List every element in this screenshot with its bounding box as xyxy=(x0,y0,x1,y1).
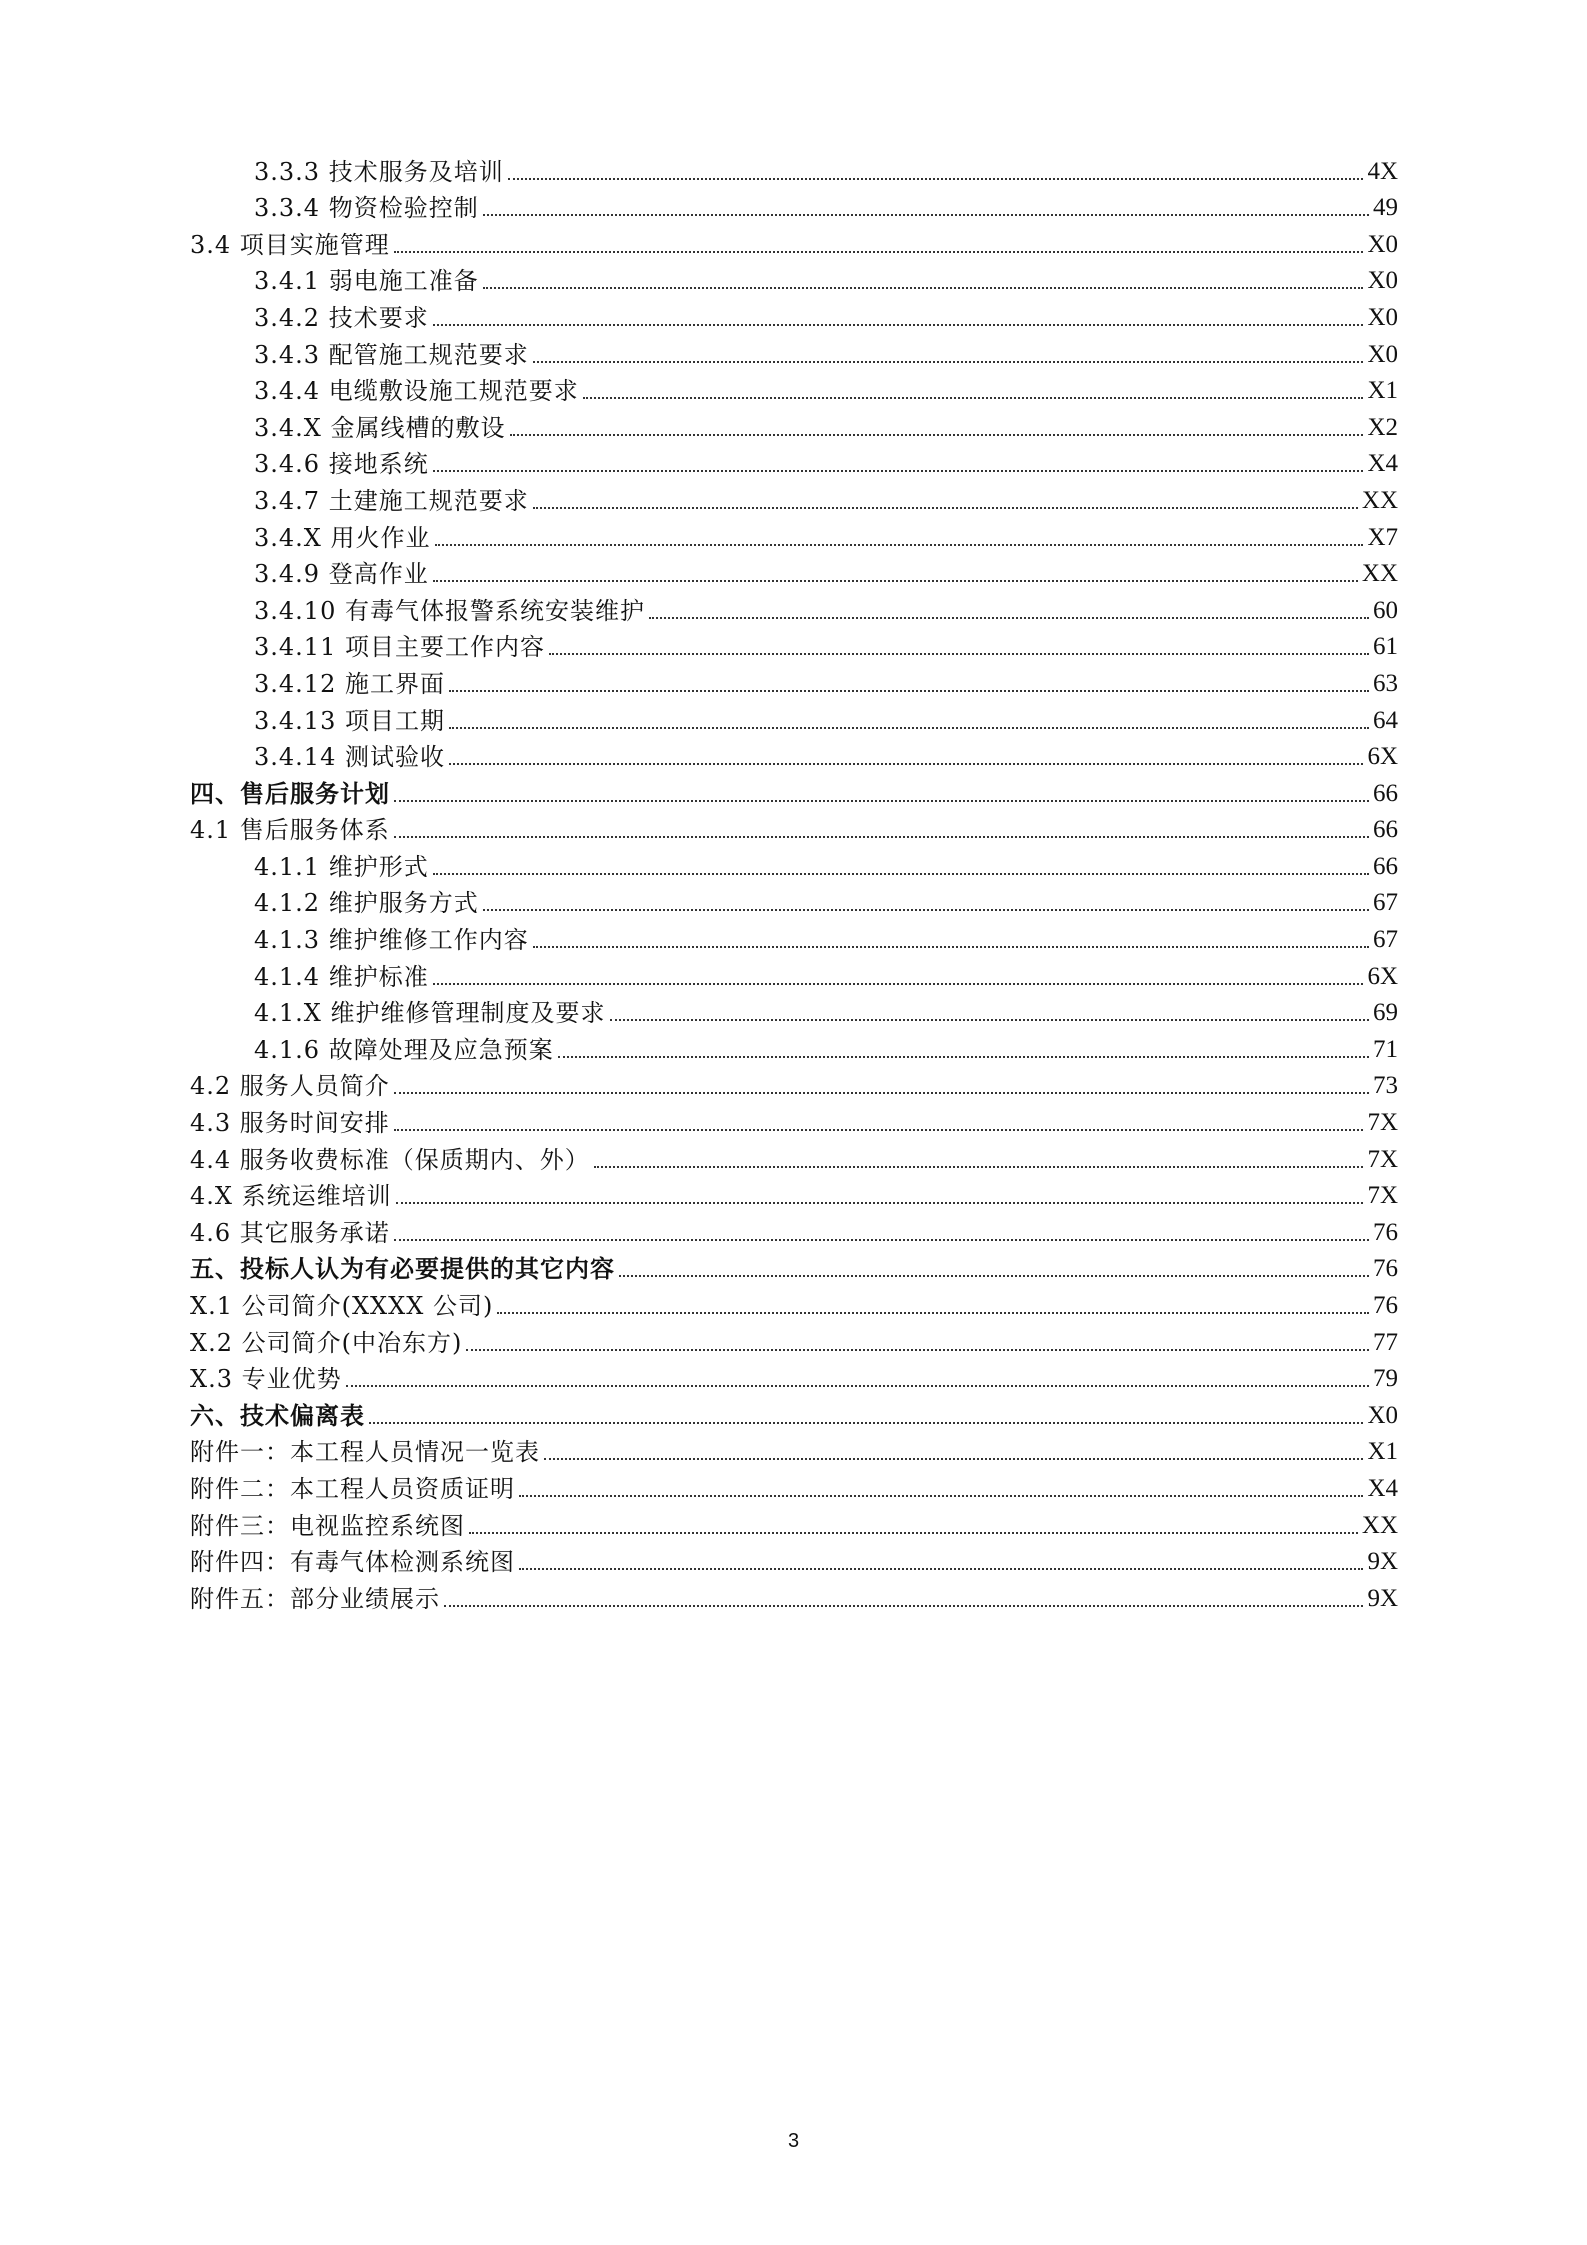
toc-dot-leader xyxy=(449,727,1369,729)
toc-entry[interactable] xyxy=(190,772,1398,809)
toc-entry[interactable] xyxy=(190,736,1398,773)
toc-entry-title: 4.1.3 维护维修工作内容 xyxy=(254,926,529,955)
toc-entry-title: 3.4.7 土建施工规范要求 xyxy=(254,486,529,515)
toc-dot-leader xyxy=(544,1458,1363,1460)
toc-entry-title: 4.2 服务人员简介 xyxy=(190,1072,390,1101)
toc-entry-page: 66 xyxy=(1373,779,1398,807)
toc-entry-page: X0 xyxy=(1367,303,1398,331)
toc-entry-title: 4.1.X 维护维修管理制度及要求 xyxy=(254,999,606,1028)
toc-entry[interactable] xyxy=(190,1577,1398,1614)
toc-entry-page: XX xyxy=(1361,560,1398,588)
toc-entry-page: 6X xyxy=(1367,962,1398,990)
toc-entry-page: 67 xyxy=(1373,926,1398,954)
toc-entry-page: X4 xyxy=(1367,1474,1398,1502)
toc-entry[interactable] xyxy=(190,370,1398,407)
toc-entry-page: 49 xyxy=(1373,194,1398,222)
toc-entry-page: X1 xyxy=(1367,377,1398,405)
toc-entry-page: X4 xyxy=(1367,450,1398,478)
toc-entry[interactable] xyxy=(190,1504,1398,1541)
toc-entry[interactable] xyxy=(190,333,1398,370)
toc-entry-title: 3.4.X 金属线槽的敷设 xyxy=(254,413,506,442)
toc-entry[interactable] xyxy=(190,260,1398,297)
toc-dot-leader xyxy=(369,1422,1363,1424)
toc-entry-title: 3.3.3 技术服务及培训 xyxy=(254,157,504,186)
toc-entry[interactable] xyxy=(190,1138,1398,1175)
toc-entry-page: X0 xyxy=(1367,340,1398,368)
toc-entry[interactable] xyxy=(190,516,1398,553)
toc-entry-page: X0 xyxy=(1367,1401,1398,1429)
toc-entry[interactable] xyxy=(190,223,1398,260)
toc-dot-leader xyxy=(510,434,1364,436)
toc-entry-title: 附件二：本工程人员资质证明 xyxy=(190,1474,515,1503)
toc-dot-leader xyxy=(649,617,1369,619)
toc-entry-page: 76 xyxy=(1373,1218,1398,1246)
toc-entry-title: 六、技术偏离表 xyxy=(190,1400,365,1430)
toc-entry-page: 76 xyxy=(1373,1292,1398,1319)
toc-entry[interactable] xyxy=(190,809,1398,846)
toc-entry-title: 3.4.6 接地系统 xyxy=(254,450,429,479)
toc-entry-title: 3.4.11 项目主要工作内容 xyxy=(254,633,545,662)
toc-entry[interactable] xyxy=(190,443,1398,480)
toc-entry-title: 3.4.9 登高作业 xyxy=(254,560,429,589)
toc-entry-page: X7 xyxy=(1367,523,1398,551)
toc-entry[interactable] xyxy=(190,1321,1398,1358)
toc-entry-title: 3.4 项目实施管理 xyxy=(190,230,390,259)
toc-entry[interactable] xyxy=(190,406,1398,443)
toc-entry-page: X1 xyxy=(1367,1438,1398,1466)
toc-entry-title: 五、投标人认为有必要提供的其它内容 xyxy=(190,1254,615,1284)
toc-entry[interactable] xyxy=(190,1467,1398,1504)
toc-entry[interactable] xyxy=(190,553,1398,590)
toc-dot-leader xyxy=(394,1092,1369,1094)
toc-entry-page: 7X xyxy=(1367,1109,1398,1137)
toc-entry-title: 4.1.4 维护标准 xyxy=(254,962,429,991)
toc-entry-page: 73 xyxy=(1373,1072,1398,1100)
toc-entry[interactable] xyxy=(190,1358,1398,1395)
toc-dot-leader xyxy=(619,1275,1369,1277)
toc-entry-page: X0 xyxy=(1367,230,1398,258)
toc-dot-leader xyxy=(483,214,1369,216)
toc-entry-page: 66 xyxy=(1373,816,1398,844)
toc-dot-leader xyxy=(346,1385,1369,1387)
toc-entry-page: 61 xyxy=(1373,633,1398,661)
toc-entry-page: 69 xyxy=(1373,999,1398,1027)
toc-dot-leader xyxy=(483,909,1369,911)
toc-entry[interactable] xyxy=(190,1065,1398,1102)
toc-dot-leader xyxy=(519,1568,1363,1570)
page-number: 3 xyxy=(787,2130,800,2152)
toc-dot-leader xyxy=(435,544,1364,546)
toc-entry[interactable] xyxy=(190,845,1398,882)
toc-entry[interactable] xyxy=(190,882,1398,919)
toc-entry-title: 4.1.2 维护服务方式 xyxy=(254,889,479,918)
toc-entry-page: XX xyxy=(1361,486,1398,514)
toc-entry-page: 71 xyxy=(1373,1035,1398,1063)
toc-entry-page: X0 xyxy=(1367,267,1398,295)
toc-entry-title: 3.4.14 测试验收 xyxy=(254,743,445,772)
toc-entry-page: X2 xyxy=(1367,413,1398,441)
toc-dot-leader xyxy=(394,836,1369,838)
toc-dot-leader xyxy=(533,507,1358,509)
toc-entry-title: 3.4.13 项目工期 xyxy=(254,706,445,735)
toc-entry-page: 79 xyxy=(1373,1365,1398,1393)
toc-entry-title: 4.3 服务时间安排 xyxy=(190,1109,390,1138)
toc-dot-leader xyxy=(610,1019,1369,1021)
toc-entry-page: 76 xyxy=(1373,1255,1398,1283)
toc-dot-leader xyxy=(497,1312,1369,1314)
toc-entry-title: 3.4.X 用火作业 xyxy=(254,523,431,552)
toc-entry-page: 4X xyxy=(1367,157,1398,185)
toc-dot-leader xyxy=(533,361,1364,363)
toc-entry[interactable] xyxy=(190,187,1398,224)
toc-entry-title: X.1 公司简介(XXXX 公司) xyxy=(190,1292,494,1320)
toc-entry-page: 7X xyxy=(1367,1145,1398,1173)
toc-entry-title: 附件一：本工程人员情况一览表 xyxy=(190,1438,540,1467)
toc-dot-leader xyxy=(433,580,1358,582)
toc-entry-title: 4.1 售后服务体系 xyxy=(190,816,390,845)
toc-dot-leader xyxy=(433,324,1364,326)
toc-dot-leader xyxy=(394,251,1364,253)
table-of-contents xyxy=(190,150,1398,1614)
toc-entry-page: 64 xyxy=(1373,706,1398,734)
toc-entry[interactable] xyxy=(190,699,1398,736)
toc-entry-page: 67 xyxy=(1373,889,1398,917)
toc-entry[interactable] xyxy=(190,662,1398,699)
toc-dot-leader xyxy=(394,1129,1364,1131)
toc-entry-title: 4.6 其它服务承诺 xyxy=(190,1218,390,1247)
toc-dot-leader xyxy=(394,800,1369,802)
toc-entry[interactable] xyxy=(190,1541,1398,1578)
toc-dot-leader xyxy=(533,946,1369,948)
toc-dot-leader xyxy=(508,178,1364,180)
toc-dot-leader xyxy=(583,397,1364,399)
toc-entry-page: 7X xyxy=(1367,1182,1398,1210)
toc-dot-leader xyxy=(433,983,1364,985)
toc-entry-title: 4.4 服务收费标准（保质期内、外） xyxy=(190,1145,590,1174)
toc-entry-title: 4.1.6 故障处理及应急预案 xyxy=(254,1035,554,1064)
toc-dot-leader xyxy=(444,1605,1363,1607)
toc-entry-page: 63 xyxy=(1373,669,1398,697)
toc-dot-leader xyxy=(483,287,1364,289)
toc-entry-title: 3.4.2 技术要求 xyxy=(254,303,429,332)
toc-entry[interactable] xyxy=(190,589,1398,626)
toc-entry-page: 60 xyxy=(1373,596,1398,624)
toc-entry-title: 附件三：电视监控系统图 xyxy=(190,1511,465,1540)
toc-entry-title: 4.1.1 维护形式 xyxy=(254,852,429,881)
toc-entry-title: 3.4.3 配管施工规范要求 xyxy=(254,340,529,369)
toc-entry[interactable] xyxy=(190,1248,1398,1285)
toc-entry[interactable] xyxy=(190,955,1398,992)
toc-entry[interactable] xyxy=(190,479,1398,516)
toc-dot-leader xyxy=(433,470,1364,472)
toc-entry[interactable] xyxy=(190,150,1398,187)
toc-entry-page: 66 xyxy=(1373,852,1398,880)
toc-entry[interactable] xyxy=(190,1284,1398,1321)
toc-dot-leader xyxy=(558,1056,1369,1058)
toc-dot-leader xyxy=(449,763,1363,765)
toc-entry-title: 3.3.4 物资检验控制 xyxy=(254,194,479,223)
toc-dot-leader xyxy=(519,1495,1363,1497)
toc-dot-leader xyxy=(433,873,1369,875)
toc-entry[interactable] xyxy=(190,296,1398,333)
toc-entry-title: 附件五：部分业绩展示 xyxy=(190,1584,440,1613)
toc-entry[interactable] xyxy=(190,918,1398,955)
toc-dot-leader xyxy=(594,1166,1364,1168)
toc-entry[interactable] xyxy=(190,1394,1398,1431)
toc-entry[interactable] xyxy=(190,1028,1398,1065)
toc-entry[interactable] xyxy=(190,1175,1398,1212)
toc-dot-leader xyxy=(466,1349,1369,1351)
toc-entry-title: 3.4.12 施工界面 xyxy=(254,669,445,698)
toc-entry-page: 6X xyxy=(1367,743,1398,771)
toc-dot-leader xyxy=(449,690,1369,692)
toc-entry[interactable] xyxy=(190,1101,1398,1138)
toc-entry[interactable] xyxy=(190,1431,1398,1468)
toc-entry-title: 四、售后服务计划 xyxy=(190,778,390,808)
toc-entry-title: 3.4.1 弱电施工准备 xyxy=(254,267,479,296)
toc-entry-title: 3.4.10 有毒气体报警系统安装维护 xyxy=(254,596,645,625)
toc-dot-leader xyxy=(469,1532,1358,1534)
toc-entry-title: X.3 专业优势 xyxy=(190,1365,342,1394)
toc-entry[interactable] xyxy=(190,1211,1398,1248)
toc-entry-page: XX xyxy=(1361,1511,1398,1539)
toc-entry[interactable] xyxy=(190,992,1398,1029)
toc-entry-title: X.2 公司简介(中冶东方) xyxy=(190,1328,463,1357)
toc-entry-title: 4.X 系统运维培训 xyxy=(190,1182,392,1211)
toc-dot-leader xyxy=(549,653,1369,655)
toc-entry-page: 9X xyxy=(1367,1584,1398,1612)
toc-dot-leader xyxy=(396,1202,1364,1204)
toc-dot-leader xyxy=(394,1239,1369,1241)
toc-entry[interactable] xyxy=(190,626,1398,663)
toc-entry-title: 附件四：有毒气体检测系统图 xyxy=(190,1548,515,1577)
toc-entry-title: 3.4.4 电缆敷设施工规范要求 xyxy=(254,377,579,406)
toc-entry-page: 77 xyxy=(1373,1328,1398,1356)
toc-entry-page: 9X xyxy=(1367,1548,1398,1576)
